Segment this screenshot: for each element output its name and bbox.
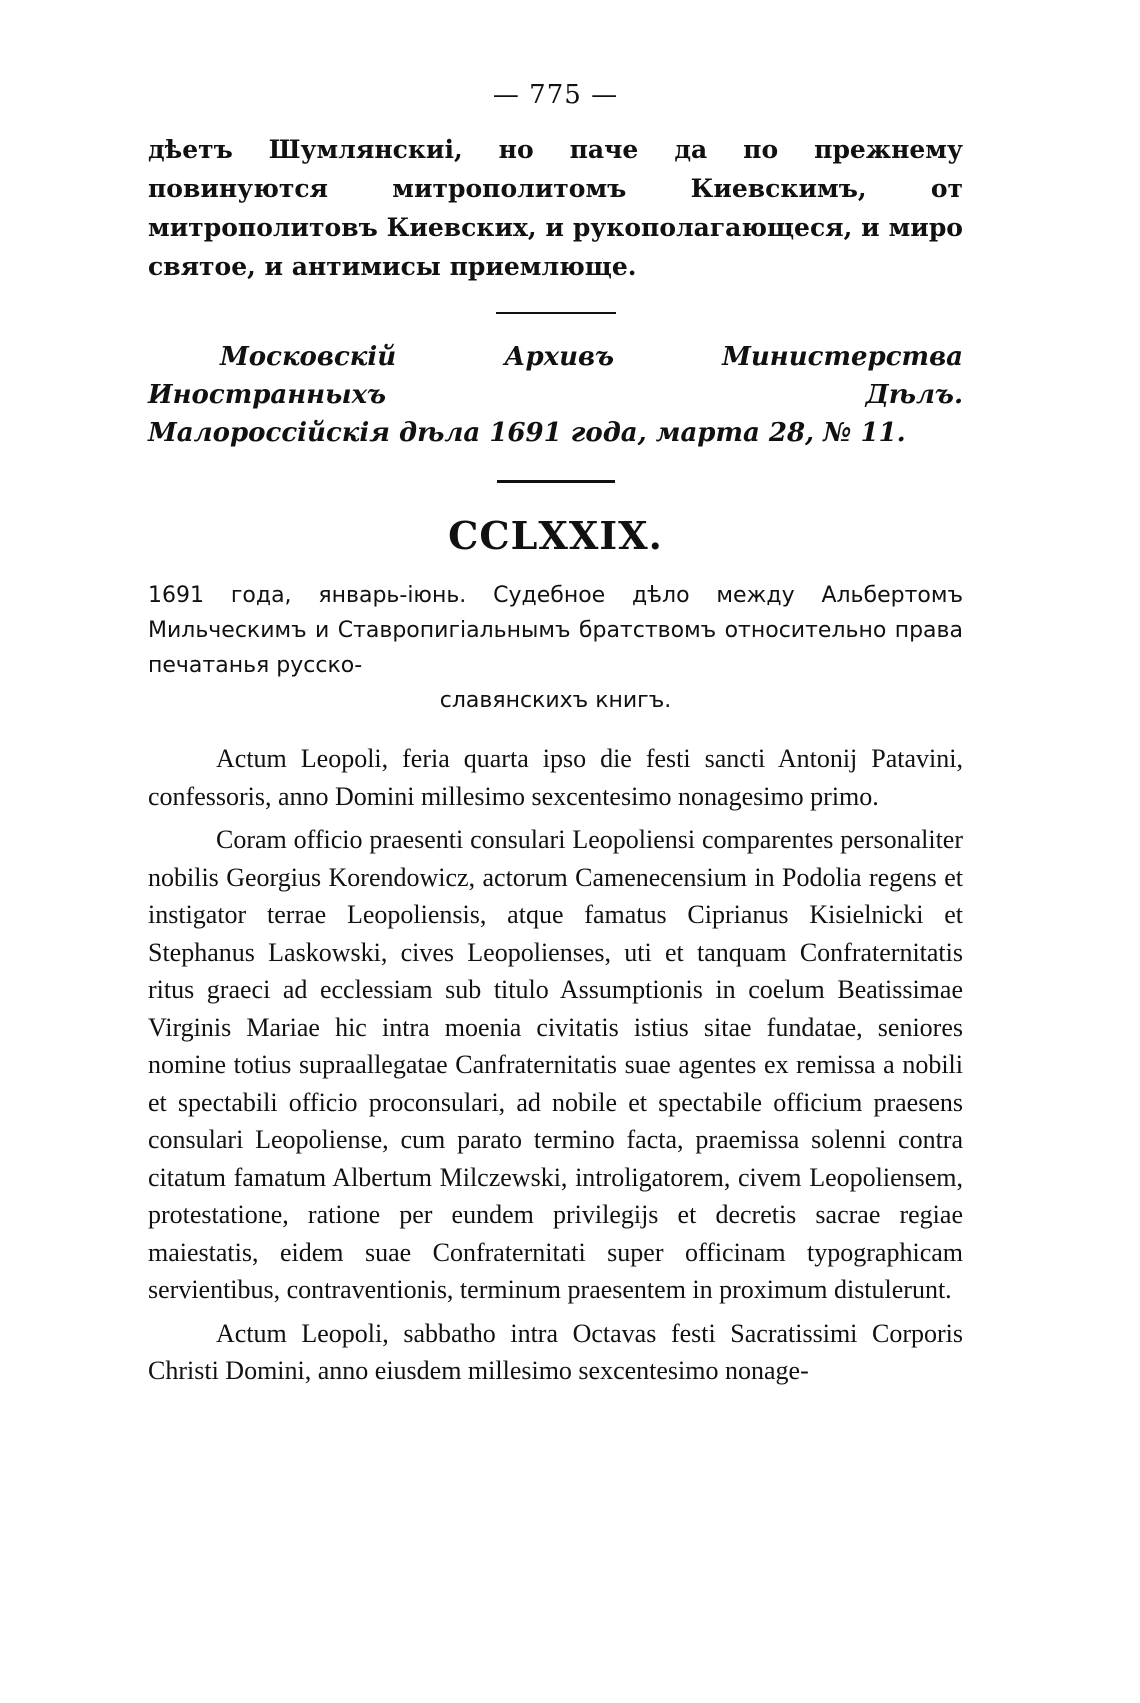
book-page [148,70,963,1396]
summary-main: 1691 года, январь-іюнь. Судебное дѣло между Альбертомъ Мильческимъ и Ставропигіальнымъ братствомъ относительно права печатанья русско- [148,583,963,678]
continuation-text: дѣетъ Шумлянскиі, но паче да по прежнему повинуются митрополитомъ Киевскимъ, от митрополитовъ Киевских, и рукополагающеся, и миро святое, и антимисы приемлюще. [148,135,963,281]
latin-paragraph: Actum Leopoli, sabbatho intra Octavas festi Sacratissimi Corporis Christi Domini, anno eiusdem millesimo sexcentesimo nonage- [148,1318,963,1385]
document-number-heading: CCLXXIX. [448,513,663,558]
summary-last-line: славянскихъ книгъ. [439,688,672,713]
latin-paragraph: Actum Leopoli, feria quarta ipso die festi sancti Antonij Patavini, confessoris, anno Domini millesimo sexcentesimo nonagesimo primo. [148,744,963,811]
latin-paragraph: Coram officio praesenti consulari Leopoliensi comparentes personaliter nobilis Georgius Korendowicz, actorum Camenecensium in Podolia regens et instigator terrae Leopoliensis, atque famatus Ciprianus Kisielnicki et Stephanus Laskowski, cives Leopolienses, uti et tanquam Confraternitatis ritus graeci ad ecclessiam sub titulo Assumptionis in coelum Beatissimae Virginis Mariae hic intra moenia civitatis istius sitae fundatae, seniores nomine totius supraallegatae Canfraternitatis suae agentes ex remissa a nobili et spectabili officio proconsulari, ad nobile et spectabile officium praesens consulari Leopoliense, cum parato termino facta, praemissa solenni contra citatum famatum Albertum Milczewski, introligatorem, civem Leopoliensem, protestatione, ratione per eundem privilegijs et decretis sacrae regiae maiestatis, eidem suae Confraternitati super officinam typographicam servientibus, contraventionis, terminum praesentem in proximum distulerunt. [148,825,963,1304]
citation-line-1: Московскій Архивъ Министерства Иностранныхъ Дѣлъ. [148,342,963,410]
document-summary [148,578,963,718]
section-rule [497,480,615,483]
citation-line-2: Малороссійскія дѣла 1691 года, марта 28, № 11. [148,418,906,448]
divider-rule [496,312,616,314]
archive-citation [148,338,963,452]
page-number: — 775 — [492,80,619,110]
